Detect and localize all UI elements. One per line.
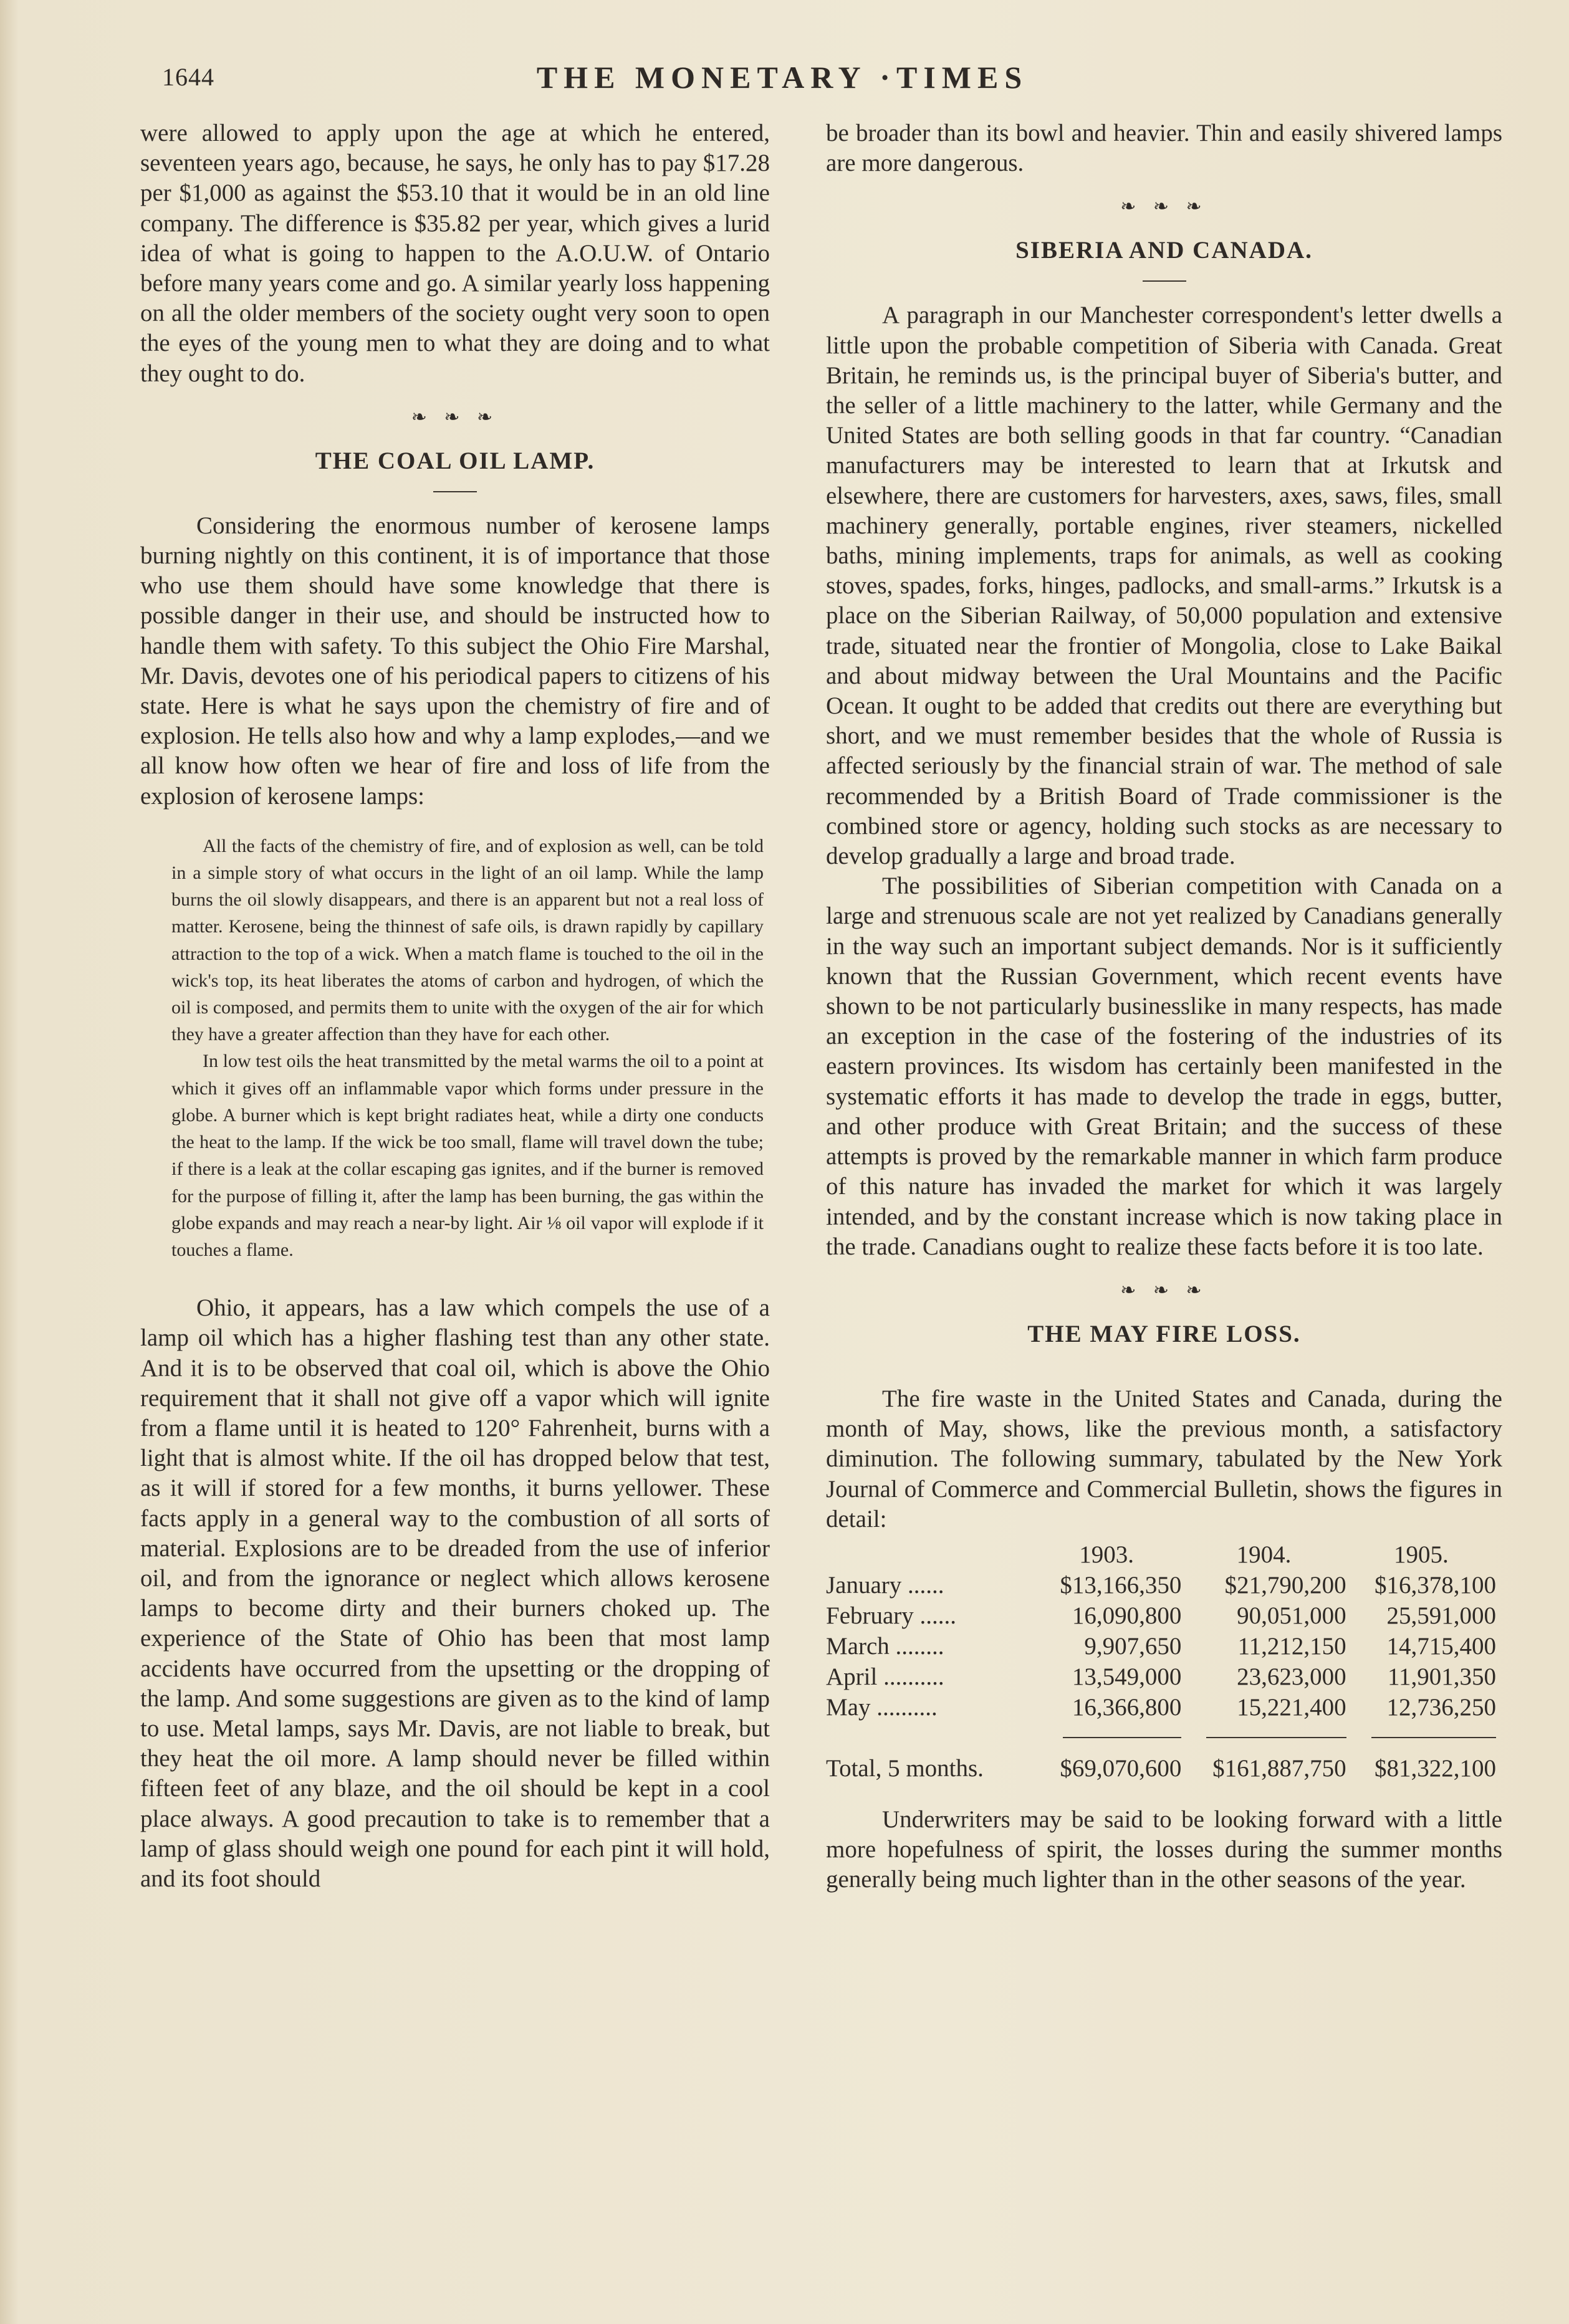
quote-paragraph: All the facts of the chemistry of fire, and of explosion as well, can be told in a simple story of what occurs in the light of an oil lamp. While the lamp burns the oil slowly disappears, and there is an apparent but not a real loss of matter. Kerosene, being the thinnest of safe oils, is drawn rapidly by capillary attraction to the top of a wick. When a match flame is touched to the oil in the wick's top, its heat liberates the atoms of carbon and hydrogen, of which the oil is composed, and permits them to unite with the oxygen of the air for which they have a greater affection than they have for each other. — [171, 835, 764, 1045]
article-heading-may-fire-loss: THE MAY FIRE LOSS. — [1027, 1320, 1301, 1347]
right-column — [826, 118, 1502, 1895]
article-paragraph: The fire waste in the United States and Canada, during the month of May, shows, like the previous month, a satisfactory diminution. The following summary, tabulated by the New York Journal of Commerce and Commercial Bulletin, shows the figures in detail: — [826, 1385, 1502, 1533]
month-label: January ...... — [826, 1571, 944, 1599]
sum-rule — [1206, 1737, 1346, 1738]
page-header — [143, 59, 1421, 103]
table-cell: 23,623,000 — [1237, 1663, 1346, 1690]
table-row — [826, 1631, 1496, 1662]
table-cell: $21,790,200 — [1224, 1571, 1346, 1599]
month-label: March ........ — [826, 1632, 944, 1660]
heading-rule — [433, 491, 477, 492]
sum-rule — [1371, 1737, 1496, 1738]
total-cell: $81,322,100 — [1375, 1754, 1496, 1782]
table-cell: $16,378,100 — [1375, 1571, 1496, 1599]
year-header: 1905. — [1393, 1541, 1449, 1568]
article-paragraph: Ohio, it appears, has a law which compels the use of a lamp oil which has a higher flashing test than any other state. And it is to be observed that coal oil, which is above the Ohio requirement that it shall not give off a vapor which will ignite from a flame until it is heated to 120° Fahrenheit, burns with a light that is almost white. If the oil has dropped below that test, as it will if stored for a few months, it burns yellower. These facts apply in a general way to the combustion of all sorts of material. Explosions are to be dreaded from the use of inferior oil, and from the ignorance or neglect which allows kerosene lamps to become dirty and their burners choked up. The experience of the State of Ohio has been that most lamp accidents have occurred from the upsetting or the dropping of the lamp. And some suggestions are given as to the kind of lamp to use. Metal lamps, says Mr. Davis, are not liable to break, but they heat the oil more. A lamp should never be filled within fifteen feet of any blaze, and the oil should be kept in a cool place always. A good precaution to take is to remember that a lamp of glass should weigh one pound for each pint it will hold, and its foot should — [140, 1294, 770, 1892]
total-cell: $161,887,750 — [1212, 1754, 1346, 1782]
total-label: Total, 5 months. — [826, 1754, 984, 1782]
ornament-divider: ❧ ❧ ❧ — [1120, 1279, 1208, 1301]
table-row — [826, 1600, 1496, 1631]
table-header-row — [826, 1539, 1496, 1570]
article-heading-coal-oil-lamp: THE COAL OIL LAMP. — [315, 447, 595, 474]
month-label: April .......... — [826, 1663, 944, 1690]
table-row — [826, 1662, 1496, 1692]
continued-paragraph: were allowed to apply upon the age at which he entered, seventeen years ago, because, he says, he only has to pay $17.28 per $1,000 as against the $53.10 that it would be in an old line company. The difference is $35.82 per year, which gives a lurid idea of what is going to happen to the A.O.U.W. of Ontario before many years come and go. A similar yearly loss happening on all the older members of the society ought very soon to open the eyes of the young men to what they are doing and to what they ought to do. — [140, 120, 770, 387]
table-cell: 9,907,650 — [1084, 1632, 1182, 1660]
masthead-title: THE MONETARY ·TIMES — [536, 60, 1029, 95]
quote-paragraph: In low test oils the heat transmitted by the metal warms the oil to a point at which it gives off an inflammable vapor which forms under pressure in the globe. A burner which is kept bright radiates heat, while a dirty one conducts the heat to the lamp. If the wick be too small, flame will travel down the tube; if there is a leak at the collar escaping gas ignites, and if the burner is removed for the purpose of filling it, after the lamp has been burning, the gas within the globe expands and may reach a near-by light. Air ⅛ oil vapor will explode if it touches a flame. — [171, 1051, 764, 1260]
table-row — [826, 1692, 1496, 1723]
article-paragraph: A paragraph in our Manchester correspondent's letter dwells a little upon the probable competition of Siberia with Canada. Great Britain, he reminds us, is the principal buyer of Siberia's butter, and the seller of a little machinery to the latter, while Germany and the United States are both selling goods in that far country. “Canadian manufacturers may be interested to learn that at Irkutsk and elsewhere, there are customers for harvesters, axes, saws, files, small machinery generally, portable engines, river steamers, nickelled baths, mining implements, traps for animals, as well as cooking stoves, spades, forks, hinges, padlocks, and small-arms.” Irkutsk is a place on the Siberian Railway, of 50,000 population and extensive trade, situated near the frontier of Mongolia, close to Lake Baikal and about midway between the Ural Mountains and the Pacific Ocean. It ought to be added that credits out there are everything but short, and we must remember besides that the whole of Russia is affected seriously by the financial strain of war. The method of sale recommended by a British Board of Trade commissioner is the combined store or agency, holding such stocks as are necessary to develop gradually a large and broad trade. — [826, 302, 1502, 870]
table-cell: 15,221,400 — [1237, 1693, 1346, 1721]
table-cell: 11,212,150 — [1237, 1632, 1346, 1660]
table-cell: 90,051,000 — [1237, 1602, 1346, 1629]
heading-rule — [1143, 280, 1186, 282]
year-header: 1903. — [1079, 1541, 1135, 1568]
left-column — [140, 118, 770, 1894]
page-number: 1644 — [162, 63, 214, 91]
fire-loss-table — [826, 1539, 1496, 1784]
month-label: February ...... — [826, 1602, 957, 1629]
article-paragraph: Considering the enormous number of kerosene lamps burning nightly on this continent, it is of importance that those who use them should have some knowledge that there is possible danger in their use, and should be instructed how to handle them with safety. To this subject the Ohio Fire Marshal, Mr. Davis, devotes one of his periodical papers to citizens of his state. Here is what he says upon the chemistry of fire and of explosion. He tells also how and why a lamp explodes,—and we all know how often we hear of fire and loss of life from the explosion of kerosene lamps: — [140, 512, 770, 810]
block-quote — [140, 833, 770, 1263]
table-cell: 16,090,800 — [1072, 1602, 1182, 1629]
ornament-divider: ❧ ❧ ❧ — [411, 406, 499, 428]
table-cell: 13,549,000 — [1072, 1663, 1182, 1690]
table-separator — [826, 1723, 1496, 1753]
sum-rule — [1063, 1737, 1181, 1738]
table-cell: $13,166,350 — [1060, 1571, 1182, 1599]
year-header: 1904. — [1236, 1541, 1292, 1568]
continued-paragraph: be broader than its bowl and heavier. Thin and easily shivered lamps are more dangerous. — [826, 120, 1502, 177]
ornament-divider: ❧ ❧ ❧ — [1120, 196, 1208, 218]
article-paragraph: Underwriters may be said to be looking forward with a little more hopefulness of spirit, the losses during the summer months generally being much lighter than in the other seasons of the year. — [826, 1805, 1502, 1893]
table-cell: 16,366,800 — [1072, 1693, 1182, 1721]
table-cell: 11,901,350 — [1387, 1663, 1496, 1690]
table-row — [826, 1570, 1496, 1600]
table-total-row — [826, 1753, 1496, 1784]
table-cell: 25,591,000 — [1386, 1602, 1496, 1629]
table-cell: 12,736,250 — [1386, 1693, 1496, 1721]
table-cell: 14,715,400 — [1386, 1632, 1496, 1660]
article-paragraph: The possibilities of Siberian competition with Canada on a large and strenuous scale are not yet realized by Canadians generally in the way such an important subject demands. Nor is it sufficiently known that the Russian Government, which recent events have shown to be not particularly businesslike in many respects, has made an exception in the case of the fostering of the industries of its eastern provinces. Its wisdom has certainly been manifested in the systematic efforts it has made to develop the trade in eggs, butter, and other produce with Great Britain; and the success of these attempts is proved by the remarkable manner in which farm produce of this nature has invaded the market for which it was largely intended, and by the constant increase which is now taking place in the trade. Canadians ought to realize these facts before it is too late. — [826, 873, 1502, 1260]
total-cell: $69,070,600 — [1060, 1754, 1182, 1782]
article-heading-siberia-canada: SIBERIA AND CANADA. — [1015, 237, 1313, 264]
month-label: May .......... — [826, 1693, 938, 1721]
